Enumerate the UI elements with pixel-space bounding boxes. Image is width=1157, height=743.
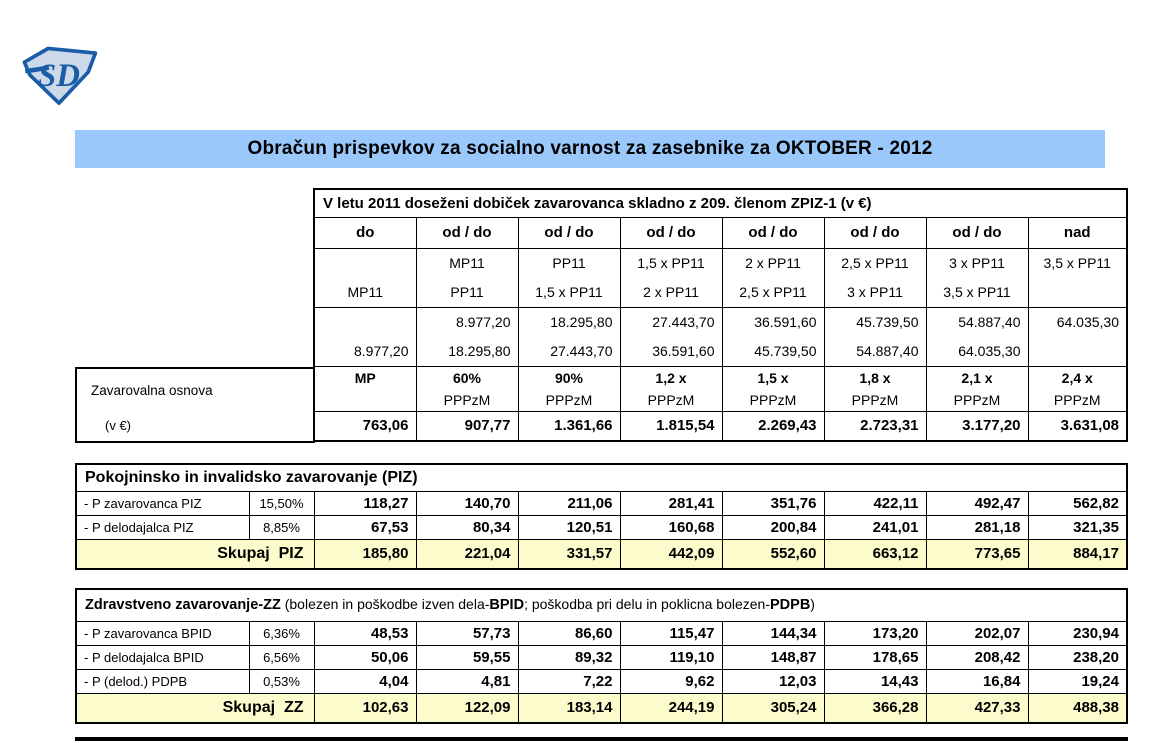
- table-cell: 1,2 x PPPzM: [620, 366, 722, 411]
- zz-section-header: [76, 589, 1127, 621]
- table-cell: nad: [1028, 217, 1127, 248]
- zz-header-text: ): [810, 596, 815, 613]
- row-rate: 15,50%: [249, 491, 314, 515]
- row-label: - P zavarovanca BPID: [76, 621, 249, 645]
- table-cell: MP: [314, 366, 416, 411]
- row-label: - P delodajalca PIZ: [76, 515, 249, 539]
- table-row: [76, 491, 1127, 515]
- table-row: [314, 217, 1127, 248]
- table-cell: 183,14: [518, 693, 620, 723]
- table-cell: 119,10: [620, 645, 722, 669]
- table-cell: PP11 1,5 x PP11: [518, 248, 620, 307]
- table-cell: 281,18: [926, 515, 1028, 539]
- table-cell: 48,53: [314, 621, 416, 645]
- table-cell: 140,70: [416, 491, 518, 515]
- next-table-top-border: [75, 737, 1128, 741]
- zz-total-row: [76, 693, 1127, 723]
- table-cell: 1.361,66: [518, 411, 620, 441]
- table-row: [314, 248, 1127, 307]
- zz-header-bpid: BPID: [489, 597, 525, 614]
- table-cell: 3 x PP11 3,5 x PP11: [926, 248, 1028, 307]
- table-cell: 2.269,43: [722, 411, 824, 441]
- row-rate: 0,53%: [249, 669, 314, 693]
- table-cell: 2,4 x PPPzM: [1028, 366, 1127, 411]
- table-cell: 2,5 x PP11 3 x PP11: [824, 248, 926, 307]
- table-cell: 7,22: [518, 669, 620, 693]
- table-cell: 763,06: [314, 411, 416, 441]
- table-cell: 305,24: [722, 693, 824, 723]
- table-cell: od / do: [620, 217, 722, 248]
- table-cell: 211,06: [518, 491, 620, 515]
- table-cell: 64.035,30: [1028, 307, 1127, 366]
- table-cell: 562,82: [1028, 491, 1127, 515]
- table-cell: 102,63: [314, 693, 416, 723]
- zz-header-text: (bolezen in poškodbe izven dela-: [280, 596, 490, 613]
- table-cell: MP11 PP11: [416, 248, 518, 307]
- table-row: [314, 411, 1127, 441]
- table-row: [76, 645, 1127, 669]
- table-cell: 442,09: [620, 539, 722, 569]
- table-cell: 115,47: [620, 621, 722, 645]
- table-cell: 1,8 x PPPzM: [824, 366, 926, 411]
- table-cell: 331,57: [518, 539, 620, 569]
- table-cell: od / do: [722, 217, 824, 248]
- table-cell: 208,42: [926, 645, 1028, 669]
- table-cell: 86,60: [518, 621, 620, 645]
- insurance-base-label-box: [75, 367, 315, 443]
- table-cell: 120,51: [518, 515, 620, 539]
- table-cell: 488,38: [1028, 693, 1127, 723]
- table-row: [76, 589, 1127, 621]
- table-cell: 238,20: [1028, 645, 1127, 669]
- table-cell: 2,1 x PPPzM: [926, 366, 1028, 411]
- page-title: Obračun prispevkov za socialno varnost za zasebnike za OKTOBER - 2012: [247, 138, 933, 159]
- table-cell: od / do: [416, 217, 518, 248]
- piz-total-row: [76, 539, 1127, 569]
- table-cell: 118,27: [314, 491, 416, 515]
- table-cell: 45.739,50 54.887,40: [824, 307, 926, 366]
- table-row: [76, 669, 1127, 693]
- table-cell: 4,81: [416, 669, 518, 693]
- table-cell: od / do: [518, 217, 620, 248]
- sd-logo-letters: SD: [38, 57, 80, 94]
- table-cell: 366,28: [824, 693, 926, 723]
- table-cell: 281,41: [620, 491, 722, 515]
- table-cell: 16,84: [926, 669, 1028, 693]
- table-cell: MP11: [314, 248, 416, 307]
- table-cell: 907,77: [416, 411, 518, 441]
- table-row: [76, 621, 1127, 645]
- profit-table-title: V letu 2011 doseženi dobiček zavarovanca skladno z 209. členom ZPIZ-1 (v €): [314, 189, 1127, 217]
- zz-header-text: ; poškodba pri delu in poklicna bolezen-: [524, 596, 770, 613]
- table-row: [314, 189, 1127, 217]
- table-cell: 663,12: [824, 539, 926, 569]
- zz-table: [75, 588, 1128, 724]
- insurance-base-label: Zavarovalna osnova: [91, 382, 213, 398]
- table-cell: 202,07: [926, 621, 1028, 645]
- table-cell: 1,5 x PP11 2 x PP11: [620, 248, 722, 307]
- piz-section-title: Pokojninsko in invalidsko zavarovanje (PIZ): [85, 468, 418, 486]
- table-cell: 2 x PP11 2,5 x PP11: [722, 248, 824, 307]
- table-cell: 3.631,08: [1028, 411, 1127, 441]
- piz-table: [75, 463, 1128, 570]
- table-cell: 1.815,54: [620, 411, 722, 441]
- table-cell: 160,68: [620, 515, 722, 539]
- table-cell: 241,01: [824, 515, 926, 539]
- table-cell: 60% PPPzM: [416, 366, 518, 411]
- row-label: - P zavarovanca PIZ: [76, 491, 249, 515]
- table-cell: 89,32: [518, 645, 620, 669]
- table-row: [76, 515, 1127, 539]
- row-rate: 8,85%: [249, 515, 314, 539]
- table-cell: 148,87: [722, 645, 824, 669]
- zz-section-title: Zdravstveno zavarovanje-ZZ: [85, 597, 281, 614]
- table-cell: 18.295,80 27.443,70: [518, 307, 620, 366]
- table-cell: 422,11: [824, 491, 926, 515]
- table-cell: 4,04: [314, 669, 416, 693]
- table-row: [76, 464, 1127, 491]
- piz-total-label: Skupaj PIZ: [76, 539, 314, 569]
- table-cell: 67,53: [314, 515, 416, 539]
- table-cell: 221,04: [416, 539, 518, 569]
- table-cell: 492,47: [926, 491, 1028, 515]
- table-cell: 1,5 x PPPzM: [722, 366, 824, 411]
- piz-section-header: [76, 464, 1127, 491]
- row-rate: 6,56%: [249, 645, 314, 669]
- table-cell: 8.977,20 18.295,80: [416, 307, 518, 366]
- table-cell: 8.977,20: [314, 307, 416, 366]
- table-cell: 200,84: [722, 515, 824, 539]
- table-cell: 57,73: [416, 621, 518, 645]
- table-cell: 552,60: [722, 539, 824, 569]
- table-cell: 12,03: [722, 669, 824, 693]
- row-label: - P delodajalca BPID: [76, 645, 249, 669]
- table-cell: 427,33: [926, 693, 1028, 723]
- table-row: [314, 366, 1127, 411]
- table-cell: 144,34: [722, 621, 824, 645]
- zz-header-pdpb: PDPB: [770, 597, 811, 614]
- table-cell: 185,80: [314, 539, 416, 569]
- table-cell: 90% PPPzM: [518, 366, 620, 411]
- table-cell: od / do: [926, 217, 1028, 248]
- table-cell: 2.723,31: [824, 411, 926, 441]
- profit-bracket-table: [313, 188, 1128, 442]
- row-rate: 6,36%: [249, 621, 314, 645]
- table-cell: 14,43: [824, 669, 926, 693]
- table-cell: 244,19: [620, 693, 722, 723]
- table-cell: 9,62: [620, 669, 722, 693]
- table-cell: 19,24: [1028, 669, 1127, 693]
- table-cell: 178,65: [824, 645, 926, 669]
- table-cell: 59,55: [416, 645, 518, 669]
- table-cell: 321,35: [1028, 515, 1127, 539]
- table-cell: 50,06: [314, 645, 416, 669]
- insurance-base-unit: (v €): [105, 417, 131, 433]
- table-cell: 884,17: [1028, 539, 1127, 569]
- title-banner: [75, 130, 1105, 168]
- table-cell: 3.177,20: [926, 411, 1028, 441]
- table-cell: 36.591,60 45.739,50: [722, 307, 824, 366]
- table-row: [314, 307, 1127, 366]
- zz-total-label: Skupaj ZZ: [76, 693, 314, 723]
- table-cell: 27.443,70 36.591,60: [620, 307, 722, 366]
- table-cell: 773,65: [926, 539, 1028, 569]
- table-cell: 173,20: [824, 621, 926, 645]
- table-cell: od / do: [824, 217, 926, 248]
- sd-logo: [18, 40, 100, 108]
- row-label: - P (delod.) PDPB: [76, 669, 249, 693]
- table-cell: 351,76: [722, 491, 824, 515]
- table-cell: 230,94: [1028, 621, 1127, 645]
- table-cell: 54.887,40 64.035,30: [926, 307, 1028, 366]
- table-cell: 80,34: [416, 515, 518, 539]
- table-cell: 122,09: [416, 693, 518, 723]
- table-cell: do: [314, 217, 416, 248]
- table-cell: 3,5 x PP11: [1028, 248, 1127, 307]
